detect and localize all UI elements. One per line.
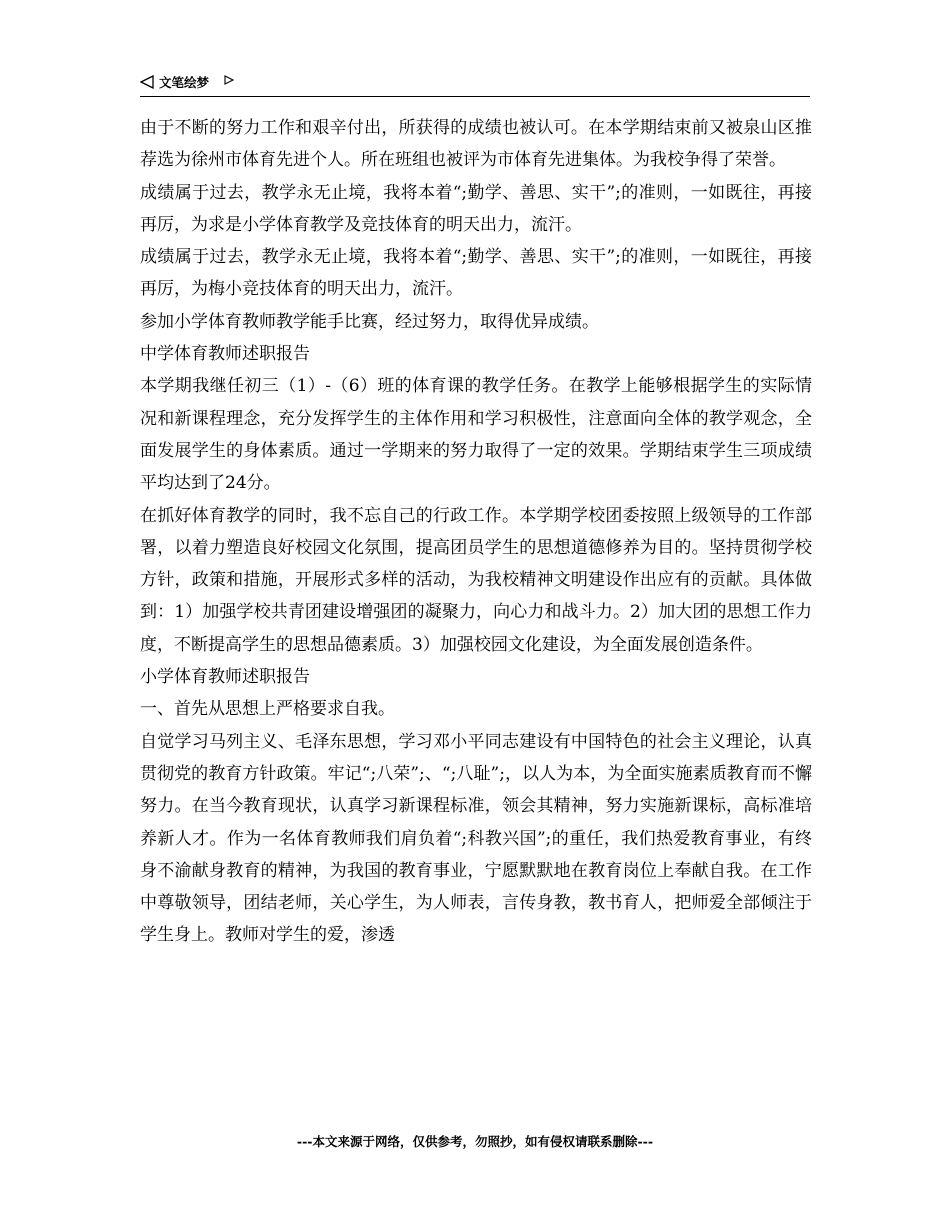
page-footer-notice: ---本文来源于网络，仅供参考，勿照抄，如有侵权请联系删除--- <box>296 1134 654 1149</box>
section-heading: 中学体育教师述职报告 <box>140 344 310 365</box>
sub-heading: 一、首先从思想上严格要求自我。 <box>140 699 395 720</box>
triangle-left-outline-icon <box>140 75 154 89</box>
section-heading: 小学体育教师述职报告 <box>140 667 310 688</box>
paragraph: 成绩属于过去，教学永无止境，我将本着“;勤学、善思、实干”;的准则，一如既往，再接再厉，为求是小学体育教学及竞技体育的明天出力，流汗。 <box>140 182 812 235</box>
triangle-right-outline-icon <box>224 75 234 85</box>
paragraph: 本学期我继任初三（1）-（6）班的体育课的教学任务。在教学上能够根据学生的实际情况和新课程理念，充分发挥学生的主体作用和学习积极性，注意面向全体的教学观念，全面发展学生的身体素质。通过一学期来的努力取得了一定的效果。学期结束学生三项成绩平均达到了24分。 <box>140 376 812 494</box>
paragraph: 自觉学习马列主义、毛泽东思想，学习邓小平同志建设有中国特色的社会主义理论，认真贯彻党的教育方针政策。牢记“;八荣”;、“;八耻”;，以人为本，为全面实施素质教育而不懈努力。在当今教育现状，认真学习新课程标准，领会其精神，努力实施新课标，高标准培养新人才。作为一名体育教师我们肩负着“;科教兴国”;的重任，我们热爱教育事业，有终身不渝献身教育的精神，为我国的教育事业，宁愿默默地在教育岗位上奉献自我。在工作中尊敬领导，团结老师，关心学生，为人师表，言传身教，教书育人，把师爱全部倾注于学生身上。教师对学生的爱，渗透 <box>140 731 812 946</box>
paragraph: 由于不断的努力工作和艰辛付出，所获得的成绩也被认可。在本学期结束前又被泉山区推荐选为徐州市体育先进个人。所在班组也被评为市体育先进集体。为我校争得了荣誉。 <box>140 118 812 171</box>
paragraph: 成绩属于过去，教学永无止境，我将本着“;勤学、善思、实干”;的准则，一如既往，再接再厉，为梅小竞技体育的明天出力，流汗。 <box>140 247 812 300</box>
page-header <box>140 72 810 97</box>
header-brand: 文笔绘梦 <box>159 75 210 90</box>
paragraph: 在抓好体育教学的同时，我不忘自己的行政工作。本学期学校团委按照上级领导的工作部署，以着力塑造良好校园文化氛围，提高团员学生的思想道德修养为目的。坚持贯彻学校方针，政策和措施，开展形式多样的活动，为我校精神文明建设作出应有的贡献。具体做到：1）加强学校共青团建设增强团的凝聚力，向心力和战斗力。2）加大团的思想工作力度，不断提高学生的思想品德素质。3）加强校园文化建设，为全面发展创造条件。 <box>140 505 812 655</box>
document-body <box>140 112 812 952</box>
paragraph: 参加小学体育教师教学能手比赛，经过努力，取得优异成绩。 <box>140 311 599 332</box>
